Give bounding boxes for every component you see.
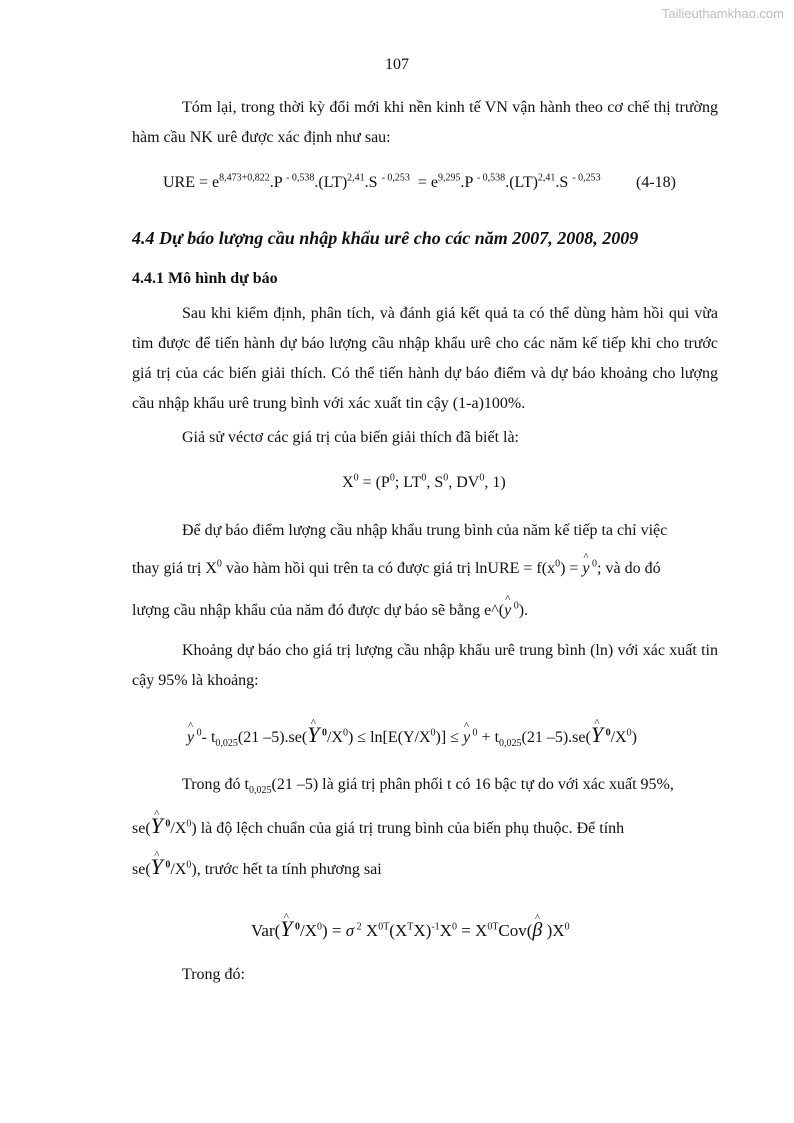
paragraph-model: Sau khi kiểm định, phân tích, và đánh giá kết quả ta có thể dùng hàm hồi qui vừa tìm được để tiến hành dự báo lượng cầu nhập khẩu urê cho các năm kế tiếp khi cho trước giá trị của các biến giải thích. Có thể tiến hành dự báo điểm và dự báo khoảng cho lượng cầu nhập khẩu urê trung bình với xác xuất tin cậy (1-a)100%.: [132, 305, 718, 412]
equation-confidence-interval: ^ y $^0$- $t_{0,025}(21$ –5).se(^ Y $^0/X^0) \le \ln[E(Y/X^0)]$ ≤ ^ y $^0 + t_{0,025}(21$ –5).se(^ Y $^0/X^0$): [187, 724, 637, 749]
y-hat-symbol: ^ y: [582, 558, 589, 580]
paragraph-intro: Tóm lại, trong thời kỳ đổi mới khi nền kinh tế VN vận hành theo cơ chế thị trường hàm cầu NK urê được xác định như sau:: [132, 99, 718, 146]
paragraph-variance-intro: se(^ Y $^0/X^0$), trước hết ta tính phương sai: [132, 856, 382, 881]
page-number: 107: [385, 56, 409, 73]
paragraph-interval: Khoảng dự báo cho giá trị lượng cầu nhập khẩu urê trung bình (ln) với xác xuất tin cậy 95% là khoảng:: [132, 642, 718, 689]
watermark: Tailieuthamkhao.com: [661, 6, 784, 21]
paragraph-point-forecast-line3: lượng cầu nhập khẩu của năm đó được dự báo sẽ bằng e^(^ y $^0$).: [132, 600, 528, 622]
equation-label: (4-18): [636, 174, 676, 191]
paragraph-vector-intro: Giả sử véctơ các giá trị của biến giải thích đã biết là:: [182, 429, 519, 446]
equation-variance: Var(^ Y $^0/X^0) = \sigma$ $^2$ $X^{0T}(X^TX)^{-1}X^0$ = $X^{0T}Cov(\^{}$ β )$X^0$: [251, 918, 570, 942]
y-hat-symbol: ^ y: [504, 600, 511, 622]
paragraph-where: Trong đó:: [182, 966, 245, 983]
paragraph-point-forecast-line1: Để dự báo điểm lượng cầu nhập khẩu trung bình của năm kế tiếp ta chỉ việc: [182, 522, 668, 539]
paragraph-t-distribution: Trong đó $t_{0,025}(21$ –5) là giá trị phân phối t có 16 bậc tự do với xác xuất 95%,: [182, 776, 674, 797]
equation-4-18: URE = $e^{8,473+0,822}.P$ $^{- 0,538}$.(LT)$^{2,41}$.S $^{- 0,253} = e^{9,295}.P$ $^{- 0,538}$.(LT)$^{2,41}$.S $^{- 0,253}$: [163, 172, 601, 191]
paragraph-std-error: se(^ Y $^0/X^0$) là độ lệch chuẩn của giá trị trung bình của biến phụ thuộc. Để tính: [132, 815, 624, 840]
equation-x0: $X^0 = (P^0$; $LT^0$, $S^0$, $DV^0$, 1): [342, 472, 506, 491]
paragraph-point-forecast-line2: thay giá trị $X^0$ vào hàm hồi qui trên ta có được giá trị lnURE = $f(x^0)$ = ^ y $^0$; và do đó: [132, 558, 661, 580]
subsection-heading: 4.4.1 Mô hình dự báo: [132, 270, 278, 287]
section-heading: 4.4 Dự báo lượng cầu nhập khẩu urê cho các năm 2007, 2008, 2009: [132, 228, 639, 248]
